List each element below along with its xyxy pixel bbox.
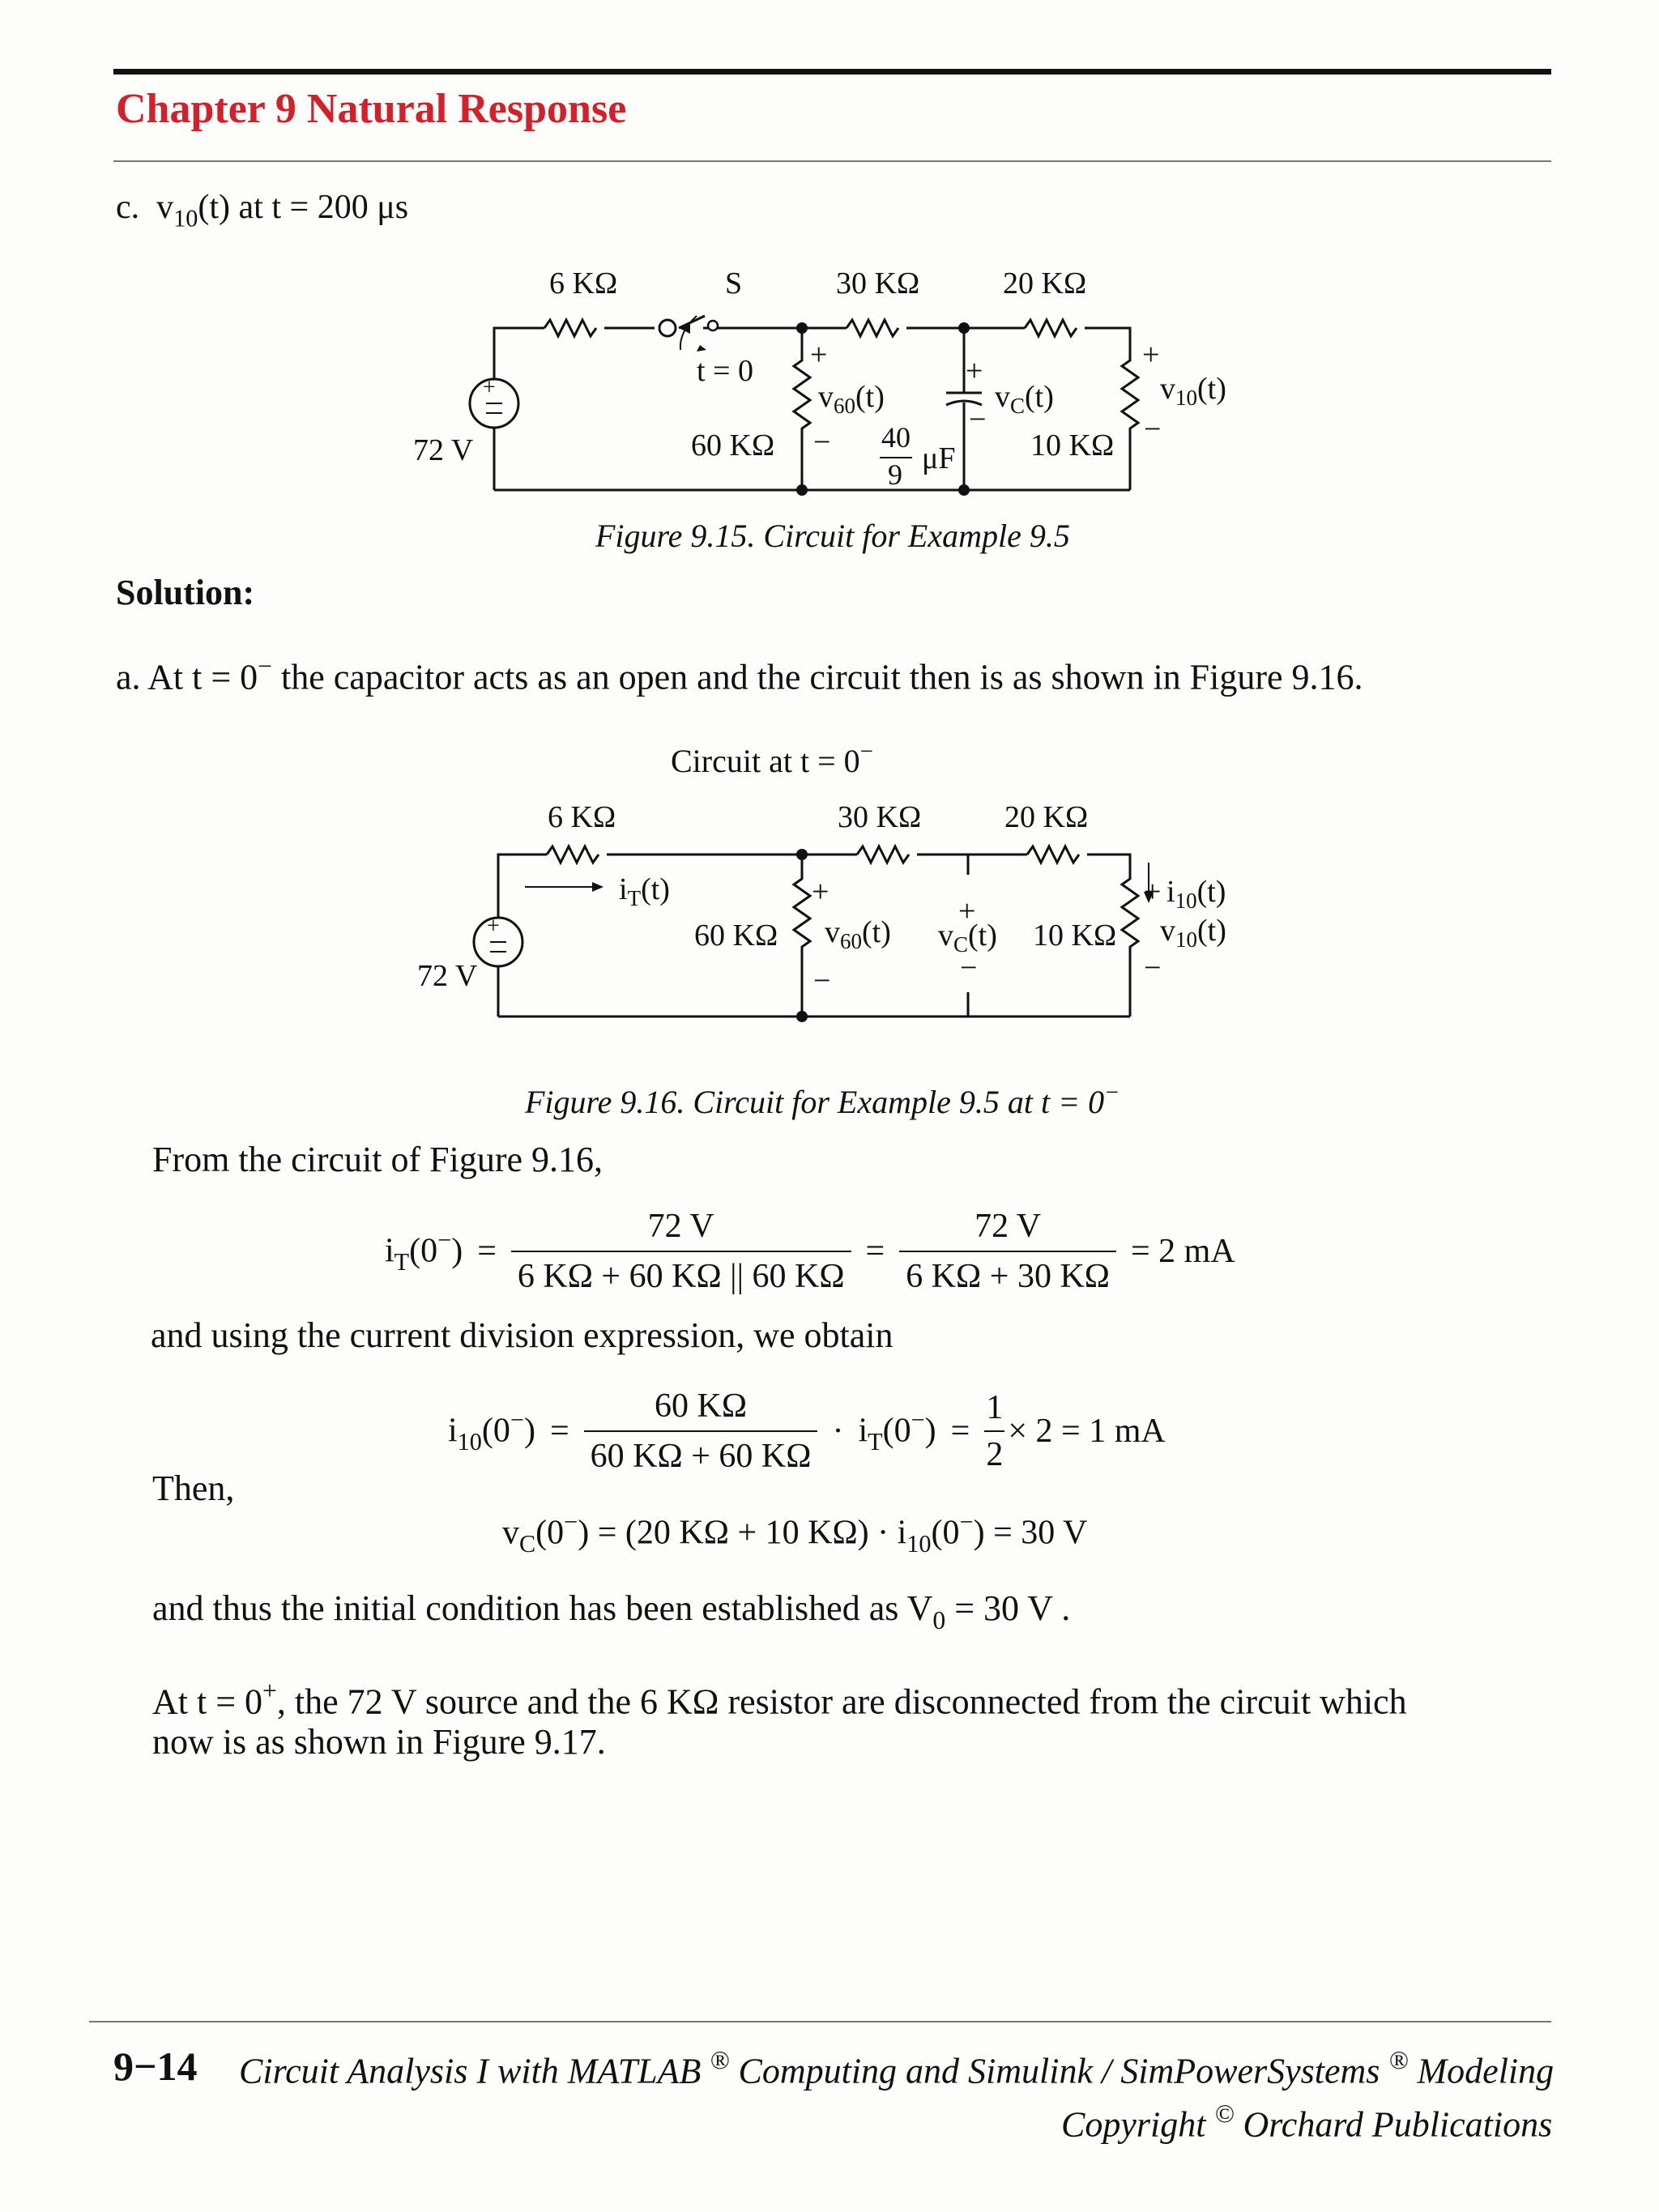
vc-minus: − [960, 951, 978, 985]
cap-unit: μF [922, 441, 956, 475]
i10-label: $i_{10}(t)$ [1166, 875, 1226, 913]
src-plus: + [483, 375, 496, 400]
figure-9-15-caption: Figure 9.15. Circuit for Example 9.5 [595, 518, 1070, 554]
vc-plus: + [958, 894, 976, 928]
eq1-frac1: $\frac{72 V}{6 K\Omega + 60 K\Omega || 60 K\Omega}$ [511, 1207, 851, 1296]
v60-label: $v_{60}(t)$ [825, 915, 891, 953]
eq1-lhs: $i_T(0^-)$ [385, 1225, 463, 1276]
para-t0plus-line1: At t = 0+, the 72 V source and the 6 KΩ resistor are disconnected from the circuit which [152, 1677, 1407, 1722]
cap-den: 9 [888, 458, 902, 491]
footer-page-number: 9−14 [113, 2044, 198, 2089]
circuit-figure-9-16 [0, 798, 1659, 1033]
label-20k: 20 KΩ [1003, 266, 1087, 300]
circuit-figure-9-15 [0, 259, 1659, 502]
v10-label: $v_{10}(t)$ [1160, 372, 1226, 410]
footer-copyright: Copyright © Orchard Publications [1061, 2099, 1553, 2145]
label-60k: 60 KΩ [691, 428, 775, 462]
v60-minus: − [813, 964, 831, 998]
header-bottom-rule [113, 160, 1551, 162]
v10-minus: − [1144, 951, 1162, 985]
label-10k: 10 KΩ [1033, 918, 1117, 953]
equation-vc: $v_C(0^-) = (20$ KΩ + 10 $K\Omega) \cdot i_{10}(0^-) = 30$ V [502, 1508, 1088, 1558]
vc-label: $v_C(t)$ [995, 380, 1054, 418]
part-c-rest: (t) at t = 200 μs [198, 189, 409, 226]
part-c-label: c. [116, 189, 140, 226]
figure-9-16-title: Circuit at t = 0− [671, 739, 873, 779]
v10-label: $v_{10}(t)$ [1160, 914, 1226, 952]
v60-plus: + [810, 338, 828, 372]
eq1-frac2: $\frac{72 V}{6 K\Omega + 30 K\Omega}$ [899, 1207, 1116, 1296]
label-20k: 20 KΩ [1004, 800, 1089, 834]
v60-plus: + [812, 875, 830, 909]
equation-i10: $i_{10}(0^-)$ = $\frac{60 K\Omega}{60 K\Omega + 60 K\Omega}$ · $i_T(0^-)$ = $\frac{1}{2}$ × 2 = 1 mA [448, 1387, 1166, 1475]
text-from-circuit: From the circuit of Figure 9.16, [152, 1140, 603, 1179]
text-current-division: and using the current division expression, we obtain [151, 1315, 893, 1355]
label-60k: 60 KΩ [694, 918, 778, 953]
footer-rule [89, 2021, 1551, 2022]
label-t0: t = 0 [697, 354, 753, 388]
solution-heading: Solution: [116, 573, 255, 612]
text-then: Then, [152, 1468, 235, 1508]
equation-iT: $i_T(0^-)$ = $\frac{72 V}{6 K\Omega + 60 K\Omega || 60 K\Omega}$ = $\frac{72 V}{6 K\Omega + 30 K\Omega}$ = 2 mA [385, 1208, 1235, 1295]
label-6k: 6 KΩ [549, 266, 618, 300]
label-6k: 6 KΩ [548, 800, 616, 834]
text-initial-condition: and thus the initial condition has been established as $V_0 = 30$ V . [152, 1588, 1071, 1635]
iT-label: $i_T(t)$ [619, 872, 670, 910]
chapter-title: Chapter 9 Natural Response [116, 86, 627, 132]
label-10k: 10 KΩ [1030, 428, 1115, 462]
part-c-v: v [156, 189, 174, 226]
para-a: a. At t = 0− the capacitor acts as an open and the circuit then is as shown in Figure 9.16. [116, 652, 1363, 697]
para-t0plus-line2: now is as shown in Figure 9.17. [152, 1722, 606, 1762]
i10-plus: + [1144, 875, 1162, 909]
label-72v: 72 V [413, 433, 474, 467]
label-switch: S [725, 266, 743, 300]
eq2-lhs: $i_{10}(0^-)$ [448, 1405, 535, 1456]
label-72v: 72 V [417, 959, 478, 993]
label-30k: 30 KΩ [836, 266, 920, 300]
figure-9-16-caption: Figure 9.16. Circuit for Example 9.5 at t = 0− [525, 1080, 1120, 1120]
vc-plus: + [966, 354, 983, 388]
vc-minus: − [969, 403, 987, 437]
v10-plus: + [1142, 338, 1160, 372]
eq2-half: $\frac{1}{2}$ [986, 1389, 1004, 1473]
part-c-line [116, 188, 408, 233]
v60-minus: − [813, 425, 831, 459]
cap-num: 40 [881, 421, 911, 454]
v10-minus: − [1144, 412, 1162, 446]
v60-label: $v_{60}(t)$ [818, 380, 885, 418]
footer-book-title: Circuit Analysis I with MATLAB ® Computing and Simulink / SimPowerSystems ® Modeling [239, 2046, 1555, 2091]
eq1-result: = 2 mA [1131, 1233, 1235, 1270]
label-30k: 30 KΩ [838, 800, 922, 834]
header-top-rule [113, 69, 1551, 75]
vc-label: $v_C(t)$ [938, 918, 997, 957]
eq2-tail: × 2 = 1 mA [1008, 1413, 1166, 1450]
eq2-iT: $i_T(0^-)$ [858, 1405, 936, 1456]
part-c-sub: 10 [173, 204, 198, 232]
eq2-frac: $\frac{60 K\Omega}{60 K\Omega + 60 K\Omega}$ [584, 1387, 818, 1476]
src-plus: + [487, 914, 500, 939]
